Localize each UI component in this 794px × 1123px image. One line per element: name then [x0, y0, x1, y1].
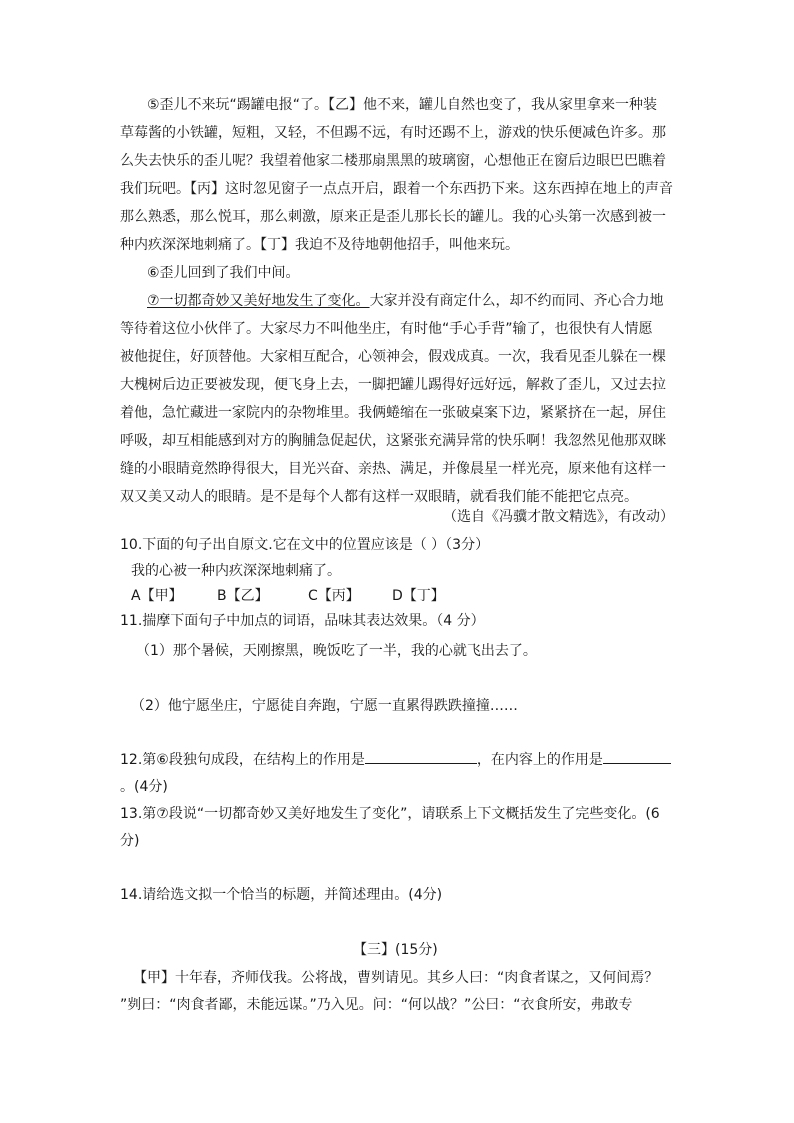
question-10-sentence: 我的心被一种内疚深深地刺痛了。: [131, 563, 341, 579]
question-13-line-1: 13.第⑦段说“一切都奇妙又美好地发生了变化”，请联系上下文概括发生了完些变化。(6: [120, 806, 660, 822]
para7-line-1-rest: 大家并没有商定什么，却不约而同、齐心合力地: [369, 293, 664, 309]
para7-line-8: 双又美又动人的眼睛。是不是每个人都有这样一双眼睛，就看我们能不能把它点亮。: [120, 489, 638, 505]
para5-line-1: ⑤歪儿不来玩“踢罐电报“了。【乙】他不来，罐儿自然也变了，我从家里拿来一种装: [147, 97, 658, 113]
question-12-blank-content[interactable]: [603, 751, 671, 764]
source-citation: （选自《冯骥才散文精选》，有改动）: [443, 509, 674, 525]
question-10-stem: 10.下面的句子出自原文.它在文中的位置应该是（ ）（3分）: [120, 537, 490, 553]
question-11-stem: 11.揣摩下面句子中加点的词语，品味其表达效果。（4 分）: [120, 613, 485, 629]
para7-line-4: 大槐树后边正要被发现，便飞身上去，一脚把罐儿踢得好远好远，解救了歪儿，又过去拉: [120, 377, 666, 393]
para7-line-2: 等待着这位小伙伴了。大家尽力不叫他坐庄，有时他“手心手背”输了，也很快有人情愿: [120, 321, 653, 337]
para7-line-5: 着他，急忙藏进一家院内的杂物堆里。我俩蜷缩在一张破桌案下边，紧紧挤在一起，屏住: [120, 405, 666, 421]
para5-line-3: 么失去快乐的歪儿呢？我望着他家二楼那扇黑黑的玻璃窗，心想他正在窗后边眼巴巴瞧着: [120, 153, 666, 169]
para7-line-6: 呼吸，却互相能感到对方的胸脯急促起伏，这紧张充满异常的快乐啊！我忽然见他那双眯: [120, 433, 666, 449]
question-10-option-b: B【乙】: [217, 588, 269, 604]
para7-line-7: 缝的小眼睛竟然睁得很大，目光兴奋、亲热、满足，并像晨星一样光亮，原来他有这样一: [120, 461, 666, 477]
question-12-part-b: ，在内容上的作用是: [476, 752, 603, 768]
question-10-option-a: A【甲】: [131, 588, 183, 604]
question-11-part-1: （1）那个暑候，天刚擦黑，晚饭吃了一半，我的心就飞出去了。: [136, 643, 537, 659]
para5-line-4: 我们玩吧。【丙】这时忽见窗子一点点开启，跟着一个东西扔下来。这东西掉在地上的声音: [120, 181, 673, 197]
question-10-option-c: C【丙】: [308, 588, 360, 604]
question-12-score: 。(4分): [120, 779, 168, 795]
question-12-blank-structure[interactable]: [365, 751, 477, 764]
question-12-part-a: 12.第⑥段独句成段，在结构上的作用是: [120, 752, 365, 768]
para5-line-5: 那么熟悉，那么悦耳，那么刺激，原来正是歪儿那长长的罐儿。我的心头第一次感到被一: [120, 209, 666, 225]
para5-line-2: 草莓酱的小铁罐，短粗，又轻，不但踢不远，有时还踢不上，游戏的快乐便减色许多。那: [120, 125, 666, 141]
para7-underlined-sentence: ⑦一切都奇妙又美好地发生了变化。: [147, 293, 370, 309]
section-3-line-2: ”刿曰：“肉食者鄙，未能远谋。”乃入见。问：“何以战？”公曰：“衣食所安，弗敢专: [120, 997, 633, 1013]
question-14: 14.请给选文拟一个恰当的标题，并简述理由。(4分): [120, 887, 443, 903]
question-10-option-d: D【丁】: [392, 588, 445, 604]
section-3-line-1: 【甲】十年春，齐师伐我。公将战，曹刿请见。其乡人曰：“肉食者谋之，又何间焉？: [133, 970, 659, 986]
para5-line-6: 种内疚深深地刺痛了。【丁】我迫不及待地朝他招手，叫他来玩。: [120, 237, 519, 253]
question-13-line-2: 分): [120, 833, 140, 849]
para6: ⑥歪儿回到了我们中间。: [147, 265, 300, 281]
question-12: [120, 751, 671, 769]
para7-line-1: [147, 292, 664, 310]
section-3-title: 【三】(15分): [353, 942, 438, 958]
para7-line-3: 被他捉住，好顶替他。大家相互配合，心领神会，假戏成真。一次，我看见歪儿躲在一棵: [120, 349, 666, 365]
question-11-part-2: （2）他宁愿坐庄，宁愿徒自奔跑，宁愿一直累得跌跌撞撞……: [131, 698, 518, 714]
